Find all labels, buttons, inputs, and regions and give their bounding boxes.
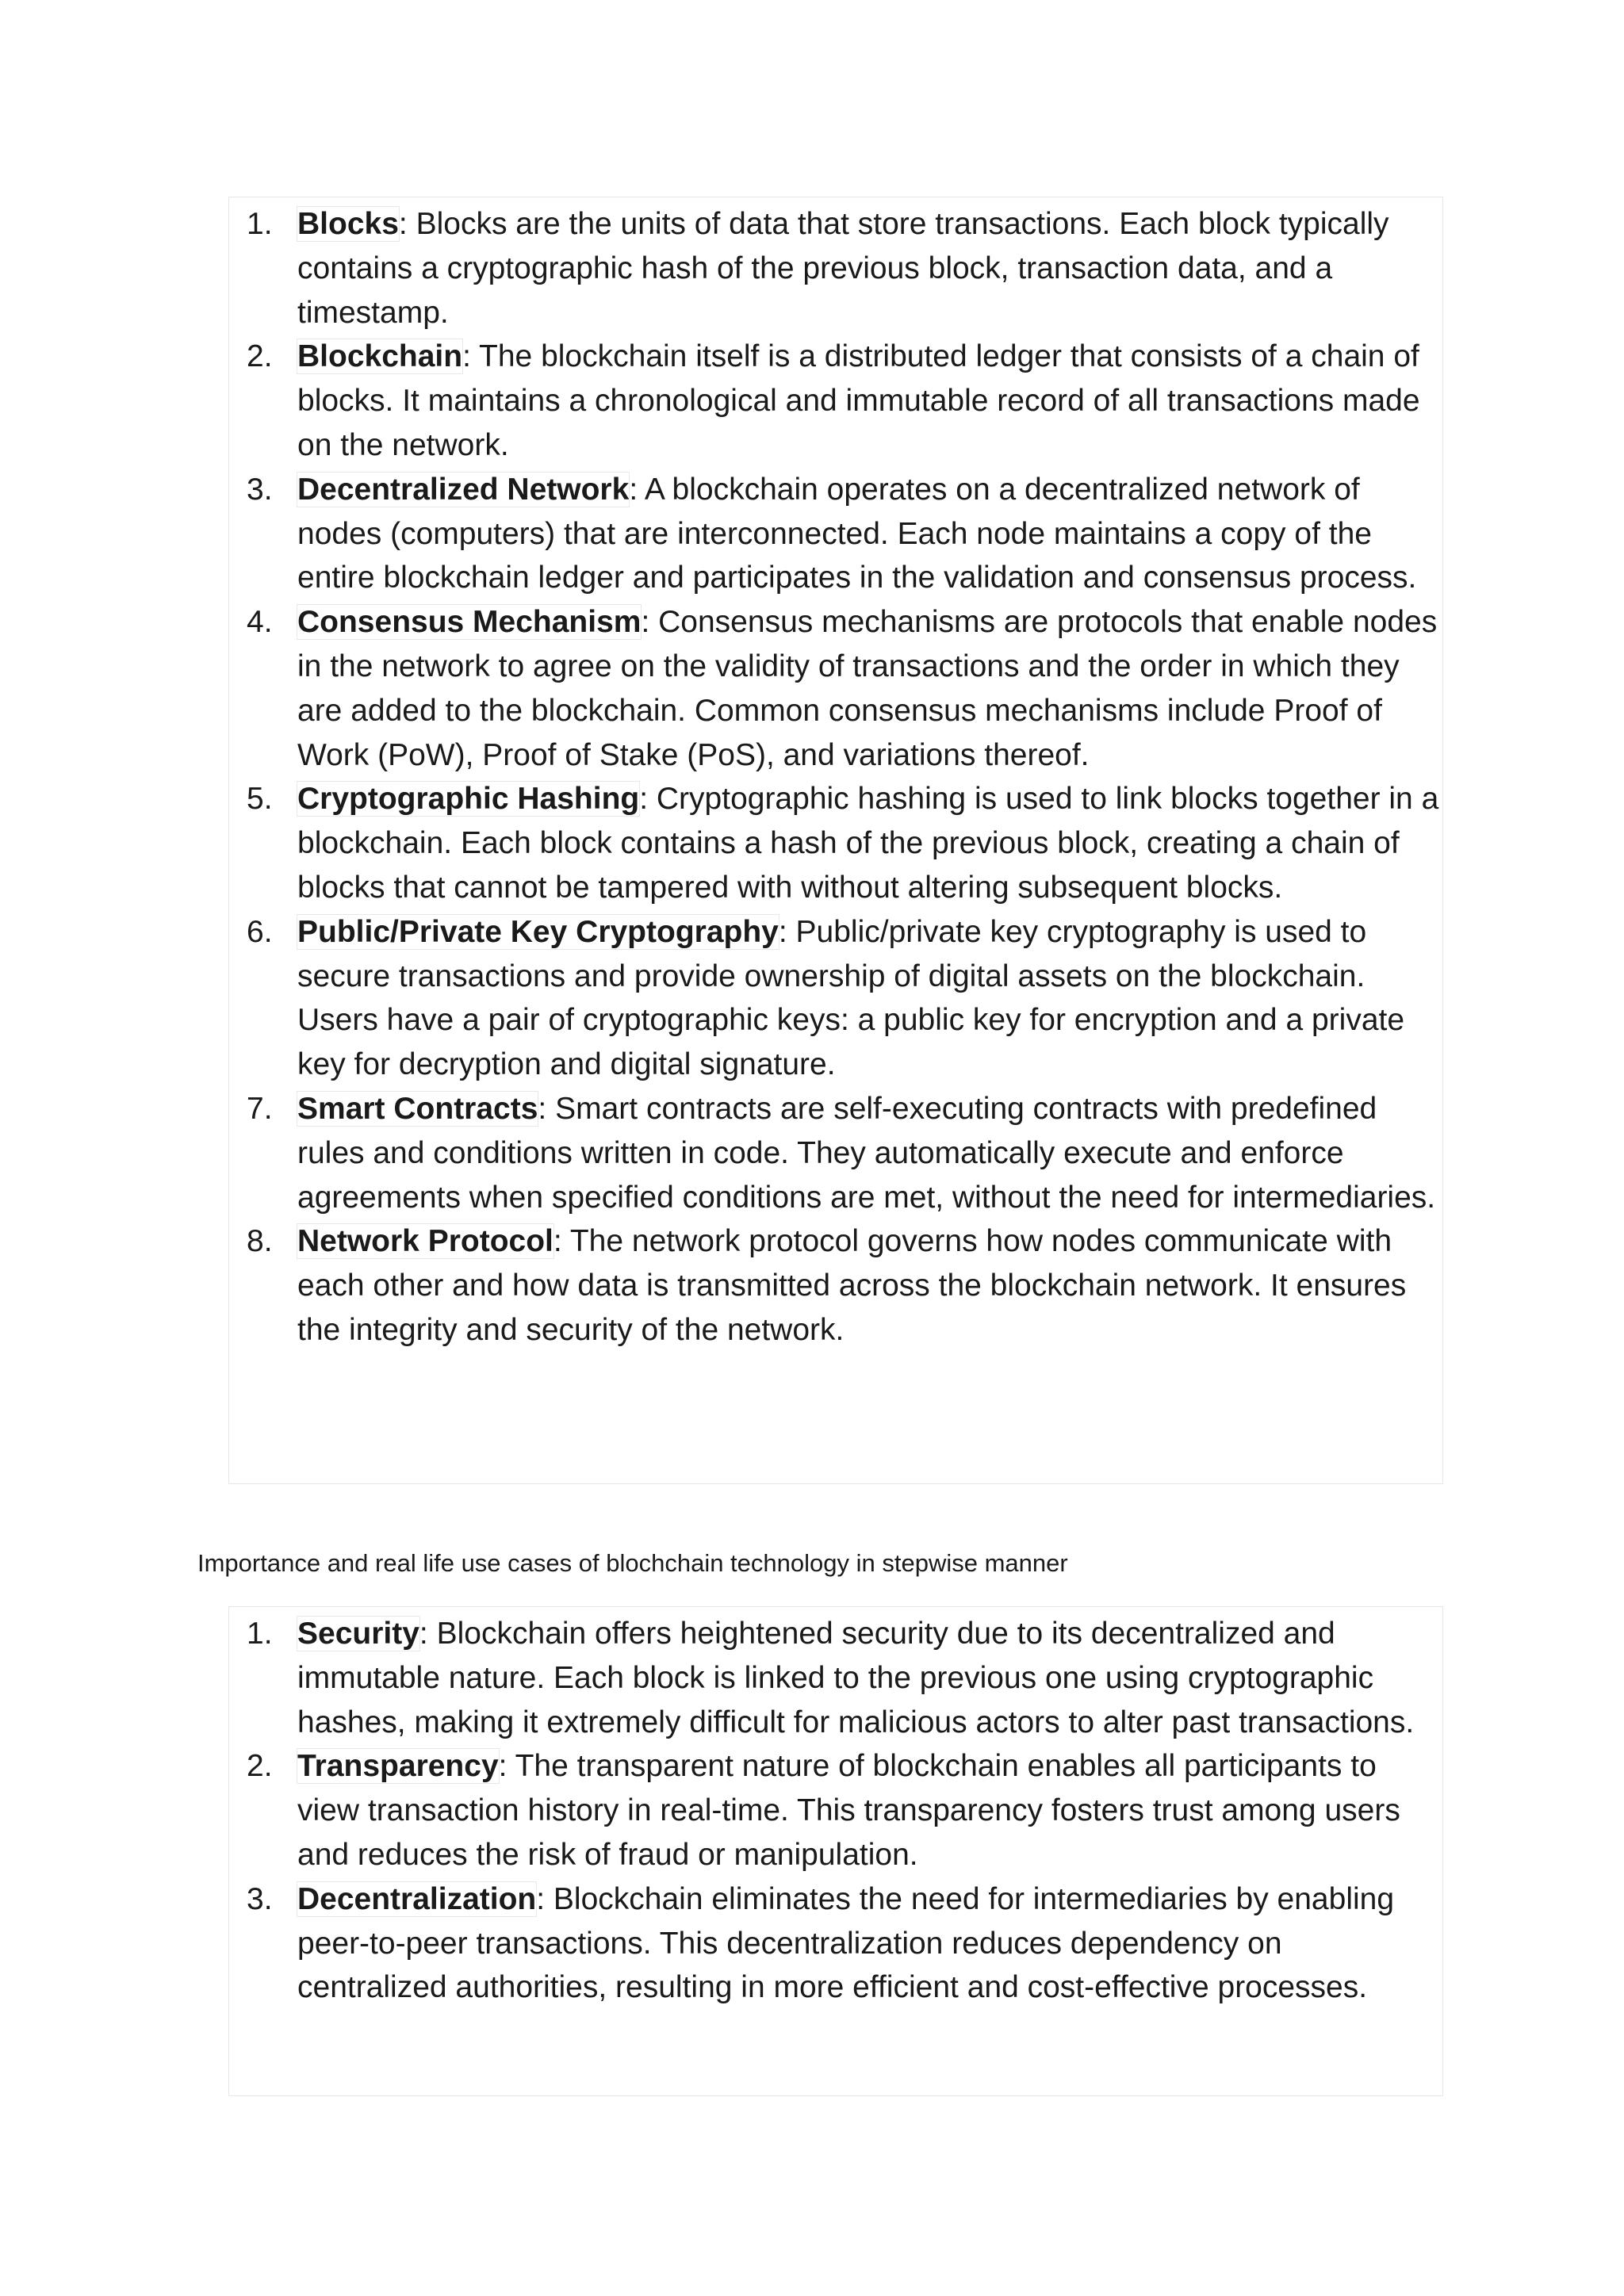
list-item-term: Security — [297, 1617, 419, 1651]
list-item — [229, 1612, 1442, 1744]
list-item-text: : A blockchain operates on a decentralized network of nodes (computers) that are interconnected. Each node maintains a copy of the entire blockchain ledger and participates in the validation and consensus process. — [297, 472, 1417, 595]
list-item-number: 6. — [247, 914, 273, 949]
list-item — [229, 1087, 1442, 1219]
list-item — [229, 1219, 1442, 1352]
list-item — [229, 910, 1442, 1087]
importance-list — [229, 1612, 1442, 2010]
list-item-term: Public/Private Key Cryptography — [297, 914, 779, 949]
list-item — [229, 1877, 1442, 2010]
list-item-term: Decentralized Network — [297, 472, 630, 507]
list-item-number: 1. — [247, 1617, 273, 1651]
list-item — [229, 202, 1442, 335]
list-item — [229, 335, 1442, 467]
components-list-box — [228, 197, 1443, 1484]
list-item-number: 3. — [247, 1881, 273, 1916]
list-item-text: : Blocks are the units of data that store transactions. Each block typically contains a cryptographic hash of the previous block, transaction data, and a timestamp. — [297, 207, 1389, 330]
list-item-number: 8. — [247, 1224, 273, 1259]
importance-list-box — [228, 1606, 1443, 2096]
list-item-term: Blockchain — [297, 339, 463, 374]
list-item-text: : Consensus mechanisms are protocols that enable nodes in the network to agree on the validity of transactions and the order in which they are added to the blockchain. Common consensus mechanisms include Proof of Work (PoW), Proof of Stake (PoS), and variations thereof. — [297, 605, 1438, 772]
list-item-term: Transparency — [297, 1749, 499, 1784]
list-item-text: : Public/private key cryptography is used to secure transactions and provide ownership of digital assets on the blockchain. Users have a pair of cryptographic keys: a public key for encryption and a private key for decryption and digital signature. — [297, 914, 1405, 1082]
list-item-text: : Blockchain eliminates the need for intermediaries by enabling peer-to-peer transactions. This decentralization reduces dependency on centralized authorities, resulting in more efficient and cost-effective processes. — [297, 1881, 1395, 2005]
list-item-term: Blocks — [297, 207, 399, 241]
list-item-text: : Cryptographic hashing is used to link blocks together in a blockchain. Each block contains a hash of the previous block, creating a chain of blocks that cannot be tampered with without altering subsequent blocks. — [297, 782, 1439, 905]
list-item — [229, 600, 1442, 777]
list-item-number: 1. — [247, 207, 273, 241]
list-item-term: Decentralization — [297, 1881, 537, 1916]
list-item-number: 4. — [247, 605, 273, 640]
list-item-term: Network Protocol — [297, 1224, 553, 1259]
list-item — [229, 777, 1442, 909]
list-item-number: 7. — [247, 1091, 273, 1126]
section-subheading: Importance and real life use cases of blochchain technology in stepwise manner — [197, 1549, 1068, 1577]
list-item — [229, 1744, 1442, 1877]
list-item — [229, 468, 1442, 600]
components-list — [229, 202, 1442, 1353]
list-item-number: 2. — [247, 339, 273, 374]
list-item-term: Cryptographic Hashing — [297, 782, 640, 817]
list-item-term: Smart Contracts — [297, 1091, 538, 1126]
list-item-text: : The transparent nature of blockchain enables all participants to view transaction history in real-time. This transparency fosters trust among users and reduces the risk of fraud or manipulation. — [297, 1749, 1400, 1872]
list-item-number: 3. — [247, 472, 273, 507]
list-item-number: 5. — [247, 782, 273, 817]
list-item-term: Consensus Mechanism — [297, 605, 642, 640]
list-item-text: : The network protocol governs how nodes communicate with each other and how data is transmitted across the blockchain network. It ensures the integrity and security of the network. — [297, 1224, 1407, 1347]
list-item-number: 2. — [247, 1749, 273, 1784]
list-item-text: : Smart contracts are self-executing contracts with predefined rules and conditions written in code. They automatically execute and enforce agreements when specified conditions are met, without the need for intermediaries. — [297, 1091, 1436, 1215]
list-item-text: : The blockchain itself is a distributed ledger that consists of a chain of blocks. It maintains a chronological and immutable record of all transactions made on the network. — [297, 339, 1420, 462]
list-item-text: : Blockchain offers heightened security due to its decentralized and immutable nature. Each block is linked to the previous one using cryptographic hashes, making it extremely difficult for malicious actors to alter past transactions. — [297, 1617, 1415, 1739]
